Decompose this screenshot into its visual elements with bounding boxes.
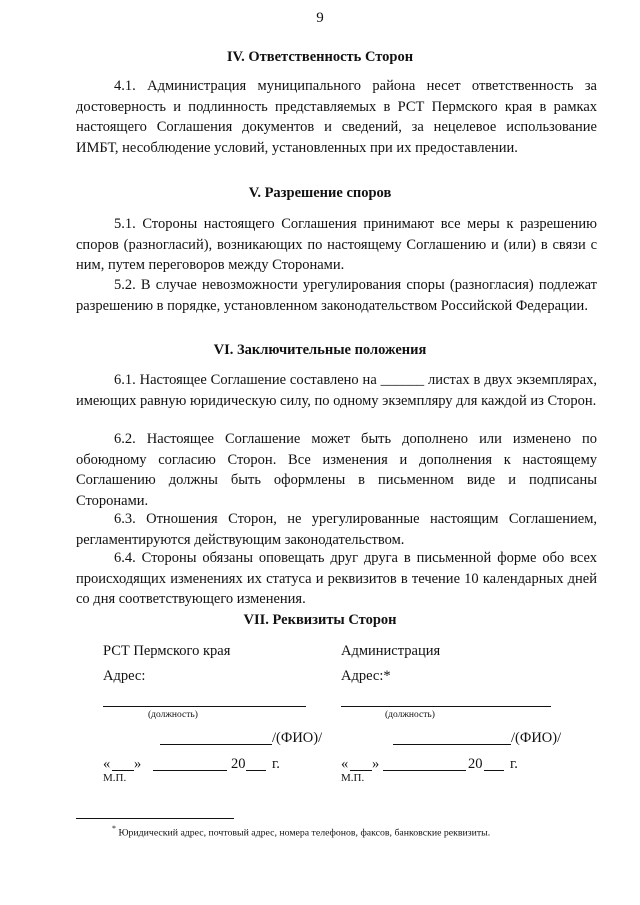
party-right-fio: /(ФИО)/ [511, 730, 562, 746]
party-left-year: 20 [231, 756, 246, 772]
party-left-fio: /(ФИО)/ [272, 730, 323, 746]
party-left-position-caption: (должность) [148, 710, 198, 720]
party-left-year-suffix: г. [272, 756, 280, 772]
party-left-date-open: « [103, 756, 111, 772]
party-right-signature-line [393, 744, 511, 745]
paragraph-6-3: 6.3. Отношения Сторон, не урегулированные настоящим Соглашением, регламентируются действующим законодательством. [76, 511, 597, 548]
party-right-year-suffix: г. [510, 756, 518, 772]
paragraph-4-1: 4.1. Администрация муниципального района несет ответственность за достоверность и подлинность представляемых в РСТ Пермского края в рамках настоящего Соглашения документов и сведений, за нецелевое использование ИМБТ, несоблюдение условий, установленных при их предоставлении. [76, 78, 597, 156]
party-left-month-line [153, 770, 227, 771]
party-left-signature-line [160, 744, 272, 745]
party-right-position-line [341, 706, 551, 707]
party-left-day-line [112, 770, 134, 771]
party-right-month-line [383, 770, 466, 771]
footnote-mark: * [112, 824, 116, 833]
party-left-date-close: » [134, 756, 142, 772]
paragraph-6-4: 6.4. Стороны обязаны оповещать друг друга в письменной форме обо всех происходящих изменениях их статуса и реквизитов в течение 10 календарных дней со дня соответствующего изменения. [76, 550, 597, 607]
party-left-seal: М.П. [103, 772, 127, 784]
party-right-day-line [350, 770, 372, 771]
footnote-separator [76, 818, 234, 819]
paragraph-5-1: 5.1. Стороны настоящего Соглашения принимают все меры к разрешению споров (разногласий), возникающих по настоящему Соглашению и (или) в связи с ним, путем переговоров между Сторонами. [76, 216, 597, 273]
party-right-year: 20 [468, 756, 483, 772]
section-4-heading: IV. Ответственность Сторон [226, 49, 414, 65]
paragraph-5-2: 5.2. В случае невозможности урегулирования споры (разногласия) подлежат разрешению в порядке, установленном законодательством Российской Федерации. [76, 277, 597, 314]
section-5-heading: V. Разрешение споров [248, 185, 392, 201]
party-right-seal: М.П. [341, 772, 365, 784]
party-right-position-caption: (должность) [385, 710, 435, 720]
party-left-position-line [103, 706, 306, 707]
party-right-date-open: « [341, 756, 349, 772]
party-right-name: Администрация [341, 643, 441, 659]
party-left-year-line [246, 770, 266, 771]
party-right-date-close: » [372, 756, 380, 772]
party-left-address: Адрес: [103, 668, 146, 684]
footnote-text: Юридический адрес, почтовый адрес, номера телефонов, факсов, банковские реквизиты. [118, 827, 491, 839]
paragraph-6-2: 6.2. Настоящее Соглашение может быть дополнено или изменено по обоюдному согласию Сторон. Все изменения и дополнения к настоящему Соглашению должны быть оформлены в письменном виде и подписаны Сторонами. [76, 431, 597, 509]
section-6-heading: VI. Заключительные положения [213, 342, 427, 358]
party-left-name: РСТ Пермского края [103, 643, 231, 659]
party-right-year-line [484, 770, 504, 771]
page-number: 9 [316, 10, 324, 26]
footnote [112, 824, 490, 838]
party-right-address: Адрес:* [341, 668, 391, 684]
section-7-heading: VII. Реквизиты Сторон [243, 612, 397, 628]
paragraph-6-1: 6.1. Настоящее Соглашение составлено на ______ листах в двух экземплярах, имеющих равную юридическую силу, по одному экземпляру для каждой из Сторон. [76, 372, 597, 409]
